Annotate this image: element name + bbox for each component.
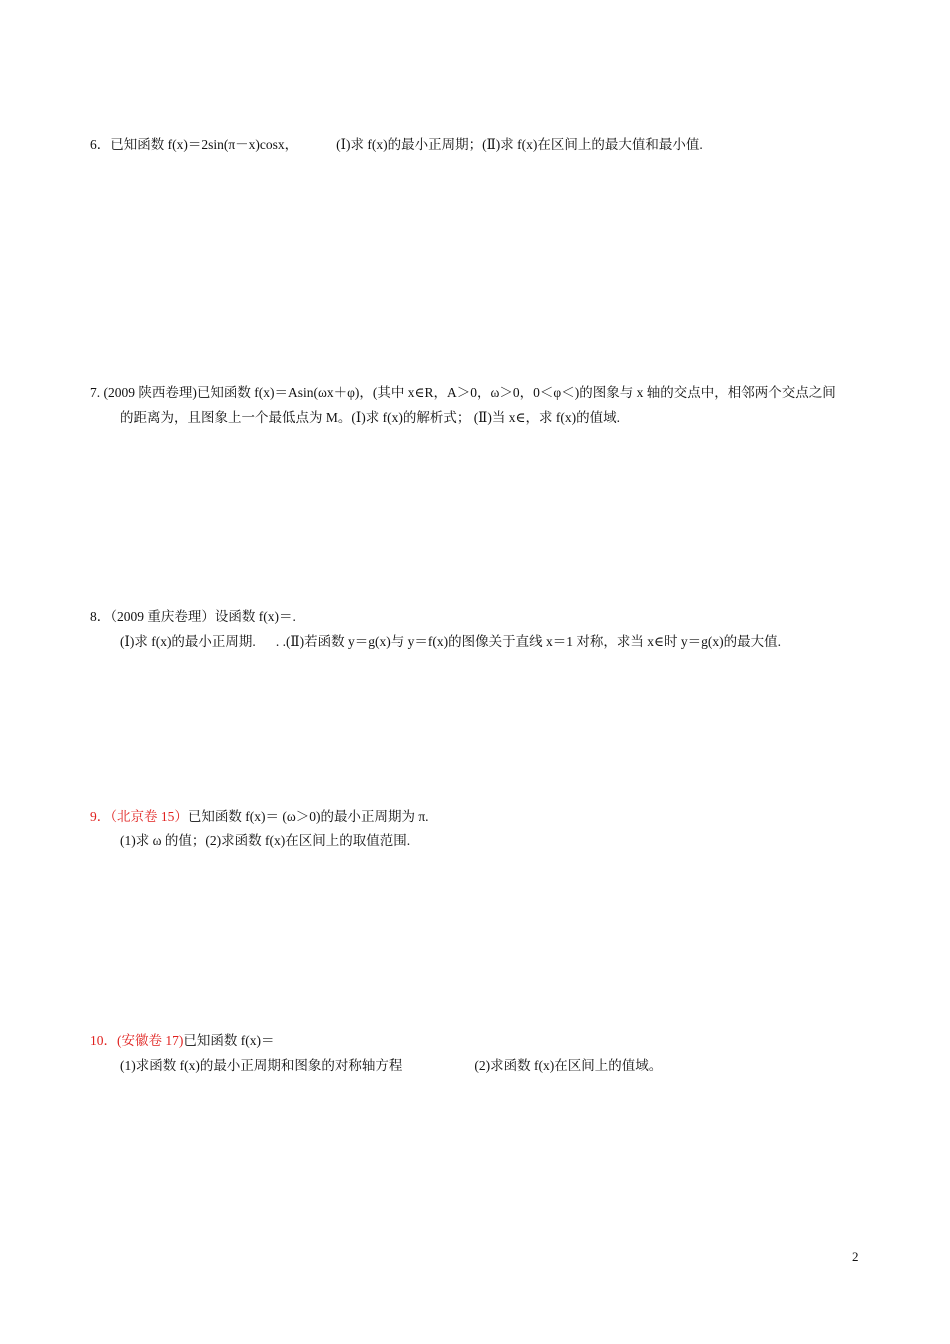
problem-number: 10． [90,1033,117,1048]
source-label: (安徽卷 17) [117,1033,184,1048]
problem-8-line-2 [120,633,781,651]
problem-7-line-2 [120,409,620,427]
problem-6 [90,136,703,154]
problem-7 [90,384,836,402]
problem-9 [90,808,429,826]
problem-9-line-2 [120,832,410,850]
problem-text: (Ⅰ)求 f(x)的最小正周期；(Ⅱ)求 f(x)在区间上的最大值和最小值. [336,137,703,152]
problem-number: 9． [90,809,111,824]
problem-text: (2009 陕西卷理)已知函数 f(x)＝Asin(ωx＋φ)，(其中 x∈R，A＞0，ω＞0，0＜φ＜)的图象与 x 轴的交点中，相邻两个交点之间 [103,385,836,400]
problem-text: (1)求 ω 的值；(2)求函数 f(x)在区间上的取值范围. [120,833,411,848]
problem-number: 7. [90,385,101,400]
problem-text: 已知函数 f(x)＝ [183,1033,275,1048]
problem-text: (2)求函数 f(x)在区间上的值域。 [474,1058,663,1073]
problem-text: （2009 重庆卷理）设函数 f(x)＝. [110,609,296,624]
page-number: 2 [852,1249,859,1264]
source-label: （北京卷 15） [110,809,188,824]
problem-text: 已知函数 f(x)＝2sin(π－x)cosx， [110,137,299,152]
problem-number: 8． [90,609,111,624]
problem-10-line-2 [120,1057,662,1075]
problem-10 [90,1032,275,1050]
problem-text: 的距离为，且图象上一个最低点为 M。(Ⅰ)求 f(x)的解析式； (Ⅱ)当 x∈，求 f(x)的值域. [120,410,620,425]
problem-text: 已知函数 f(x)＝ (ω＞0)的最小正周期为 π. [187,809,429,824]
problem-number: 6． [90,137,111,152]
problem-text: (Ⅰ)求 f(x)的最小正周期. [120,634,256,649]
problem-8 [90,608,296,626]
problem-text: . .(Ⅱ)若函数 y＝g(x)与 y＝f(x)的图像关于直线 x＝1 对称，求当 x∈时 y＝g(x)的最大值. [275,634,781,649]
problem-text: (1)求函数 f(x)的最小正周期和图象的对称轴方程 [120,1058,403,1073]
